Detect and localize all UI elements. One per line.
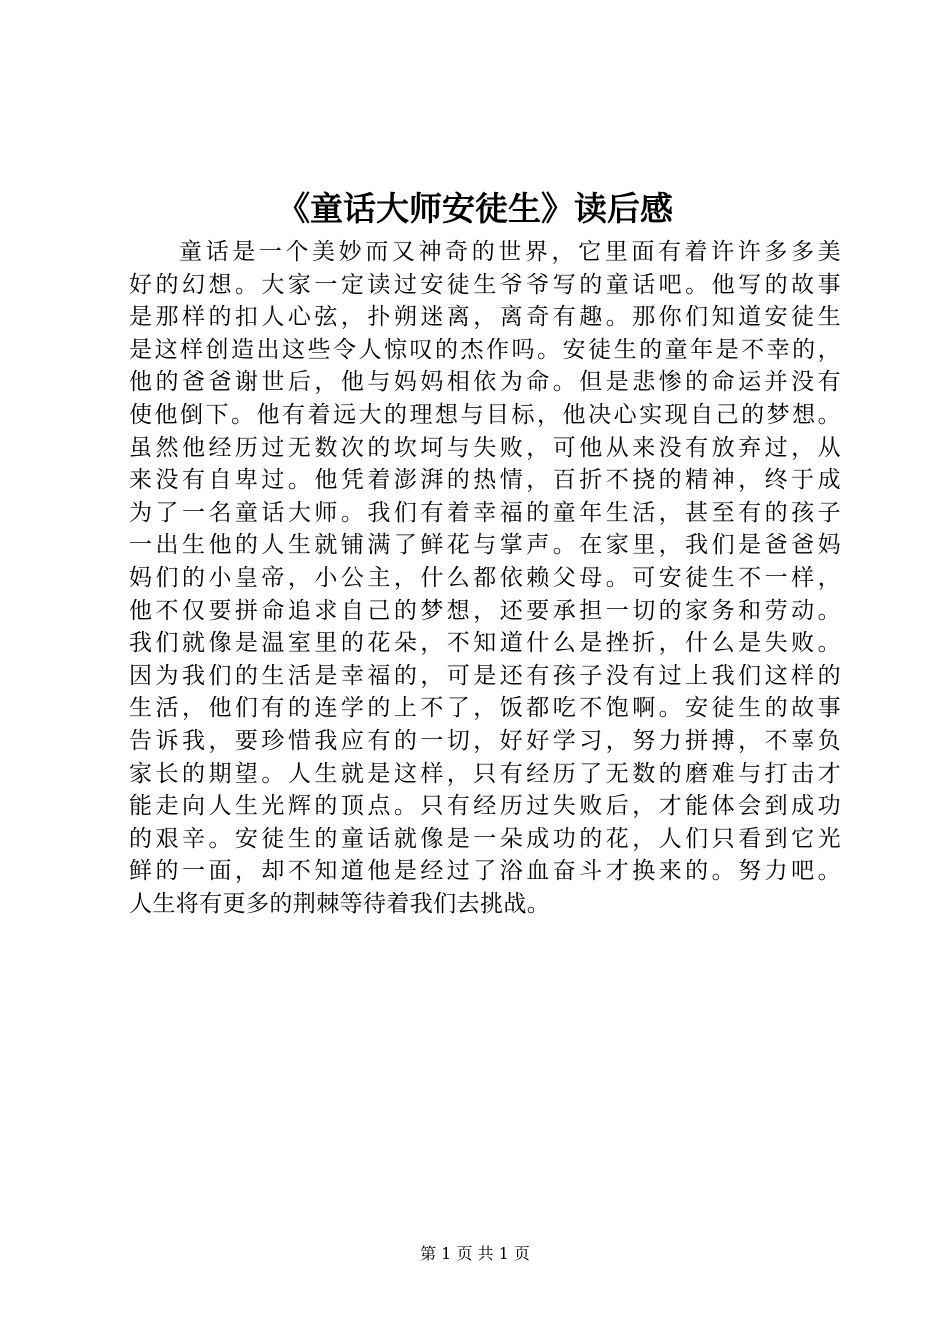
paragraph-line: 来没有自卑过。他凭着澎湃的热情，百折不挠的精神，终于成 (129, 467, 841, 494)
paragraph-line: 的艰辛。安徒生的童话就像是一朵成功的花，人们只看到它光 (129, 825, 841, 852)
paragraph-line: 生活，他们有的连学的上不了，饭都吃不饱啊。安徒生的故事 (129, 695, 841, 722)
paragraph-line: 妈们的小皇帝，小公主，什么都依赖父母。可安徒生不一样， (129, 564, 841, 591)
paragraph-line: 为了一名童话大师。我们有着幸福的童年生活，甚至有的孩子 (129, 499, 841, 526)
body-paragraph (129, 236, 841, 920)
paragraph-line: 是那样的扣人心弦，扑朔迷离，离奇有趣。那你们知道安徒生 (129, 304, 841, 331)
paragraph-line: 告诉我，要珍惜我应有的一切，好好学习，努力拼搏，不辜负 (129, 727, 841, 754)
paragraph-line: 好的幻想。大家一定读过安徒生爷爷写的童话吧。他写的故事 (129, 271, 841, 298)
paragraph-line: 因为我们的生活是幸福的，可是还有孩子没有过上我们这样的 (129, 662, 841, 689)
paragraph-line: 童话是一个美妙而又神奇的世界，它里面有着许许多多美 (179, 239, 841, 265)
paragraph-line: 使他倒下。他有着远大的理想与目标，他决心实现自己的梦想。 (129, 401, 841, 428)
paragraph-line: 家长的期望。人生就是这样，只有经历了无数的磨难与打击才 (129, 760, 841, 787)
paragraph-line: 一出生他的人生就铺满了鲜花与掌声。在家里，我们是爸爸妈 (129, 532, 841, 559)
document-title: 《童话大师安徒生》读后感 (277, 189, 673, 228)
paragraph-line: 鲜的一面，却不知道他是经过了浴血奋斗才换来的。努力吧。 (129, 858, 841, 885)
page-number-footer: 第 1 页 共 1 页 (420, 1244, 530, 1263)
paragraph-line: 是这样创造出这些令人惊叹的杰作吗。安徒生的童年是不幸的， (129, 336, 841, 363)
paragraph-line: 我们就像是温室里的花朵，不知道什么是挫折，什么是失败。 (129, 630, 841, 657)
paragraph-line: 虽然他经历过无数次的坎坷与失败，可他从来没有放弃过，从 (129, 434, 841, 461)
paragraph-line: 他不仅要拼命追求自己的梦想，还要承担一切的家务和劳动。 (129, 597, 841, 624)
paragraph-line: 他的爸爸谢世后，他与妈妈相依为命。但是悲惨的命运并没有 (129, 369, 841, 396)
paragraph-line: 人生将有更多的荆棘等待着我们去挑战。 (129, 890, 551, 917)
paragraph-line: 能走向人生光辉的顶点。只有经历过失败后，才能体会到成功 (129, 793, 841, 820)
